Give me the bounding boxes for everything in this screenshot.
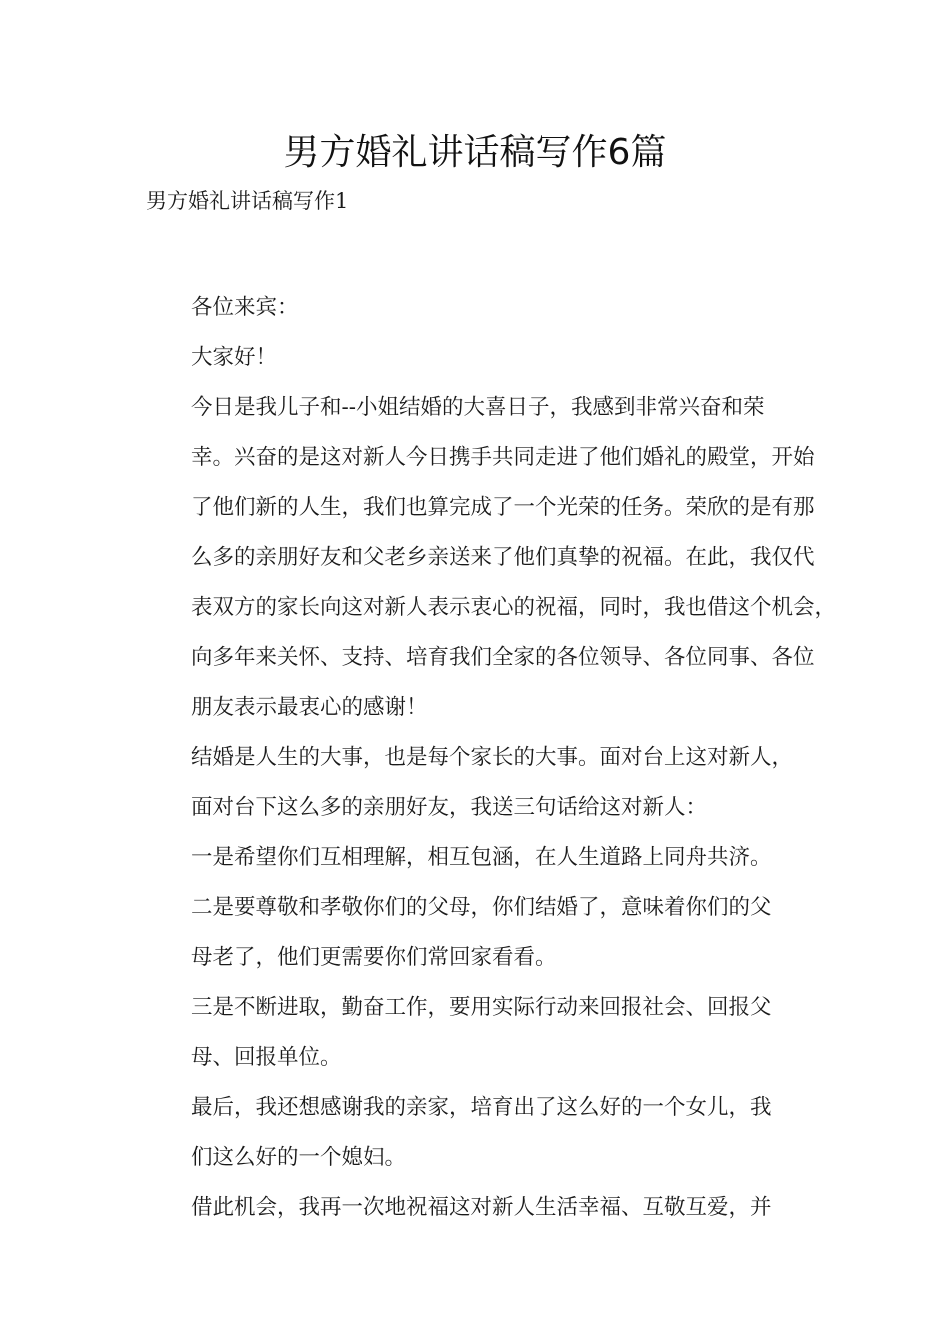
paragraph-line: 面对台下这么多的亲朋好友，我送三句话给这对新人： [191,795,708,820]
paragraph-line: 了他们新的人生，我们也算完成了一个光荣的任务。荣欣的是有那 [191,495,815,520]
paragraph-line: 最后，我还想感谢我的亲家，培育出了这么好的一个女儿，我 [191,1095,772,1120]
body-paragraph [146,283,828,333]
body-paragraph [146,733,828,833]
paragraph-line: 一是希望你们互相理解，相互包涵，在人生道路上同舟共济。 [191,845,772,870]
paragraph-line: 大家好！ [191,345,278,370]
body-paragraph [146,1183,828,1233]
paragraph-line: 们这么好的一个媳妇。 [191,1145,407,1170]
body-paragraph [146,1083,828,1183]
paragraph-line: 结婚是人生的大事，也是每个家长的大事。面对台上这对新人， [191,745,794,770]
body-paragraph [146,983,828,1083]
paragraph-line: 幸。兴奋的是这对新人今日携手共同走进了他们婚礼的殿堂，开始 [191,445,815,470]
paragraph-line: 么多的亲朋好友和父老乡亲送来了他们真挚的祝福。在此，我仅代 [191,545,815,570]
body-paragraph [146,833,828,883]
paragraph-line: 朋友表示最衷心的感谢！ [191,695,428,720]
document-title: 男方婚礼讲话稿写作6篇 [283,132,667,173]
paragraph-line: 今日是我儿子和--小姐结婚的大喜日子，我感到非常兴奋和荣 [191,395,765,420]
paragraph-line: 各位来宾： [191,295,299,320]
paragraph-line: 向多年来关怀、支持、培育我们全家的各位领导、各位同事、各位 [191,645,815,670]
paragraph-line: 三是不断进取，勤奋工作，要用实际行动来回报社会、回报父 [191,995,772,1020]
body-paragraph [146,383,837,733]
body-paragraph [146,883,828,983]
paragraph-line: 二是要尊敬和孝敬你们的父母，你们结婚了，意味着你们的父 [191,895,772,920]
paragraph-line: 母老了，他们更需要你们常回家看看。 [191,945,557,970]
body-paragraph [146,333,828,383]
paragraph-line: 表双方的家长向这对新人表示衷心的祝福，同时，我也借这个机会， [191,595,837,620]
paragraph-line: 母、回报单位。 [191,1045,342,1070]
section-heading: 男方婚礼讲话稿写作1 [146,189,349,213]
paragraph-line: 借此机会，我再一次地祝福这对新人生活幸福、互敬互爱，并 [191,1195,772,1220]
document-body [146,283,837,1233]
